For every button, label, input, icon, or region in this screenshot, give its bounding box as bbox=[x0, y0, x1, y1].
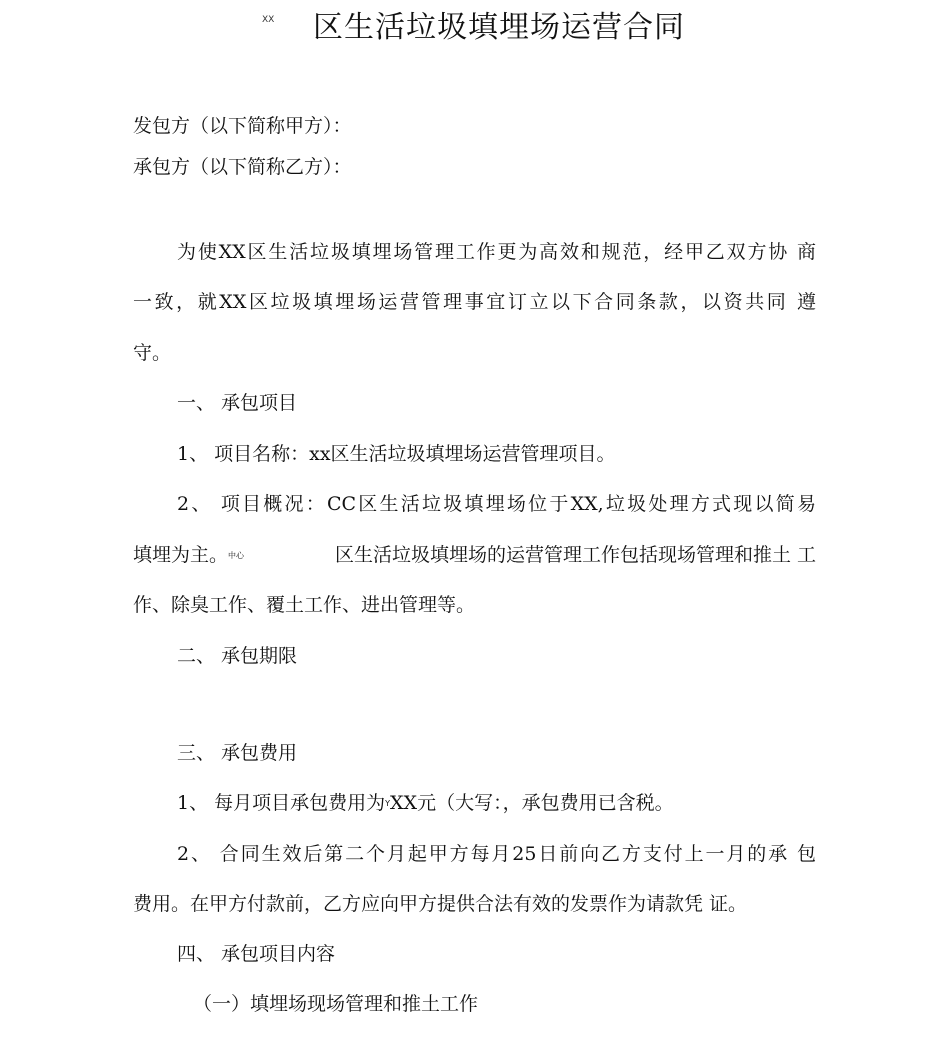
section-3-heading: 三、 承包费用 bbox=[177, 742, 298, 764]
intro-line-2: 一致，就XX区垃圾填埋场运营管理事宜订立以下合同条款，以资共同 遵 bbox=[133, 291, 816, 313]
section-1-heading: 一、 承包项目 bbox=[177, 392, 298, 414]
currency-mark: Y bbox=[385, 799, 391, 808]
document-title-row bbox=[0, 0, 950, 46]
section-3-item-2-line-1: 2、 合同生效后第二个月起甲方每月25日前向乙方支付上一月的承 包 bbox=[177, 843, 816, 865]
title-prefix: XX bbox=[262, 15, 275, 25]
section-4-heading: 四、 承包项目内容 bbox=[177, 943, 336, 965]
intro-line-1: 为使XX区生活垃圾填埋场管理工作更为高效和规范，经甲乙双方协 商 bbox=[177, 241, 816, 263]
small-inline-mark: 中心 bbox=[228, 551, 245, 560]
section-3-item-1-end: XX元（大写：，承包费用已含税。 bbox=[390, 792, 674, 814]
party-b-line: 承包方（以下简称乙方）： bbox=[133, 156, 352, 178]
section-1-item-2-line-1: 2、 项目概况：CC区生活垃圾填埋场位于XX,垃圾处理方式现以简易 bbox=[177, 493, 816, 515]
section-3-item-1-start: 1、 每月项目承包费用为 bbox=[177, 792, 386, 814]
section-3-item-1 bbox=[177, 790, 674, 817]
section-1-item-2-line-2-end: 区生活垃圾填埋场的运营管理工作包括现场管理和推土 工 bbox=[334, 544, 816, 566]
document-title: 区生活垃圾填埋场运营合同 bbox=[313, 10, 685, 45]
section-4-sub-1: （一）填埋场现场管理和推土工作 bbox=[193, 993, 479, 1015]
intro-line-3: 守。 bbox=[133, 342, 172, 364]
section-3-item-2-line-2: 费用。在甲方付款前，乙方应向甲方提供合法有效的发票作为请款凭 证。 bbox=[133, 893, 748, 915]
section-1-item-2-line-2 bbox=[133, 542, 816, 569]
section-1-item-2-line-3: 作、除臭工作、覆土工作、进出管理等。 bbox=[133, 594, 476, 616]
party-a-line: 发包方（以下简称甲方）： bbox=[133, 115, 352, 137]
section-1-item-1: 1、 项目名称：xx区生活垃圾填埋场运营管理项目。 bbox=[177, 443, 616, 465]
section-1-item-2-line-2-start: 填埋为主。 bbox=[133, 544, 229, 566]
section-2-heading: 二、 承包期限 bbox=[177, 645, 298, 667]
